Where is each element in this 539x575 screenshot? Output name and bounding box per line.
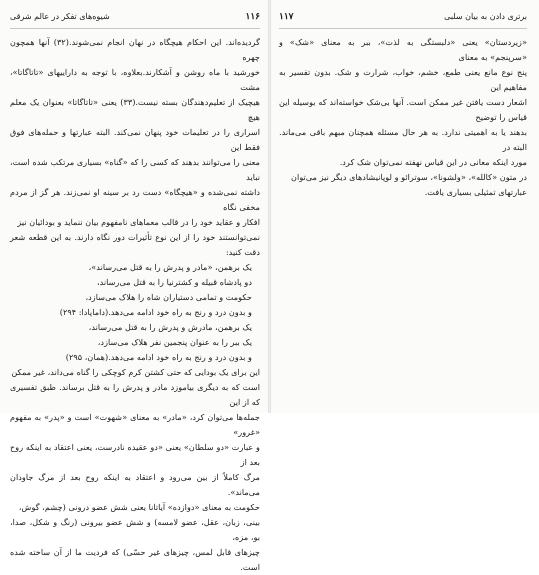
left-body-top [10, 35, 260, 260]
text-line: نمی‌توانستند خود را از این نوع تأثیرات دور نگاه دارند. به این قطعه شعر دقت کنید: [10, 232, 260, 257]
left-running-head [10, 12, 260, 29]
text-line: هیچیک از تعلیم‌دهندگان بسته نیست.(۳۳) یعنی «تاتاگاتا» بعنوان یک معلم هیچ [10, 97, 260, 122]
text-line: افکار و عقاید خود را در قالب معماهای نامفهوم بیان ننماید و بودائیان نیز [17, 217, 260, 227]
text-line: داشته نمی‌شده و «هیچگاه» دست رد بر سینه او نمی‌زند. هر گز از مردم مخفی نگاه [10, 187, 260, 212]
poem-block [10, 260, 260, 365]
right-running-head [279, 12, 527, 29]
left-page-number: ۱۱۶ [245, 12, 260, 22]
right-page-number: ۱۱۷ [279, 12, 294, 22]
verse-line: دو پادشاه قبیله و کشترنیا را به قتل می‌رساند، [96, 277, 252, 287]
right-body [279, 35, 527, 200]
text-line: جمله‌ها می‌توان کرد، «مادر» به معنای «شهوت» است و «پدر» به مفهوم «غرور» [10, 412, 260, 437]
left-page [0, 0, 268, 572]
text-line: حکومت به معنای «دوازده» آیاتانا یعنی شش عضو درونی (چشم، گوش، [18, 502, 260, 512]
text-line: چیزهای قابل لمس، چیزهای غیر حسّی) که فردیت ما از آن ساخته شده است. [10, 547, 260, 572]
verse-line: یک برهمن، مادرش و پدرش را به قتل می‌رساند، [88, 322, 252, 332]
left-running-title: شیوه‌های تفکر در عالم شرقی [10, 12, 110, 21]
text-line: عبارتهای تمثیلی بسیاری یافت. [424, 187, 527, 197]
text-line: این برای یک بودایی که حتی کشتن کرم کوچکی را گناه می‌داند، غیر ممکن [11, 367, 260, 377]
text-line: و عبارت «دو سلطان» یعنی «دو عقیده نادرست، یعنی اعتقاد به اینکه روح بعد از [10, 442, 260, 467]
text-line: خورشید با ماه روشن و آشکارند.بعلاوه، با توجه به داراییهای «تاتاگاتا»، مشت [10, 67, 260, 92]
text-line: بینی، زبان، عقل، عضو لامسه) و شش عضو بیرونی (رنگ و شکل، صدا، بو، مزه، [10, 517, 260, 542]
text-line: گردیده‌اند. این احکام هیچگاه در نهان انجام نمی‌شوند.(۳۲) آنها همچون چهره [10, 37, 260, 62]
text-line: پنج نوع مانع یعنی طمع، خشم، خواب، شرارت و شک. بدون تفسیر به مفاهیم این [279, 67, 527, 92]
text-line: اسراری را در تعلیمات خود پنهان نمی‌کند. البته عبارتها و حمله‌های فوق فقط این [10, 127, 260, 152]
text-line: «زیردستان» یعنی «دلبستگی به لذت»، ببر به معنای «شک» و «سرپنجم» به معنای [279, 37, 527, 62]
text-line: است که به دیگری بیاموزد مادر و پدرش را به قتل برساند. طبق تفسیری که از این [10, 382, 260, 407]
verse-line: حکومت و تمامی دستیاران شاه را هلاک می‌سازد، [85, 292, 252, 302]
verse-line: و بدون درد و رنج به راه خود ادامه می‌دهد.(داماپادا: ۲۹۴) [59, 307, 252, 317]
text-line: بدهند یا به اهمیتی ندارد. به هر حال مسئله همچنان مبهم باقی می‌ماند. البته در [279, 127, 527, 152]
verse-line: یک برهمن، «مادر و پدرش را به قتل می‌رساند»، [88, 262, 252, 272]
text-line: معنی را می‌توانند بدهند که کسی را که «گناه» بسیاری مرتکب شده است، نباید [10, 157, 260, 182]
verse-line: یک ببر را به عنوان پنجمین نفر هلاک می‌سازد، [97, 337, 252, 347]
text-line: مرگ کاملاً از بین می‌رود و اعتقاد به اینکه روح بعد از مرگ جاودان می‌ماند». [10, 472, 260, 497]
verse-line: و بدون درد و رنج به راه خود ادامه می‌دهد.(همان، ۲۹۵) [65, 352, 252, 362]
right-page [271, 0, 539, 413]
text-line: اشعار دست یافتن غیر ممکن است. آنها بی‌شک خواسته‌اند که بوسیله این قیاس را توضیح [279, 97, 527, 122]
left-body-bottom [10, 365, 260, 575]
text-line: در متون «کالله»، «ولشونا»، سوترائو و لوپانیشادهای دیگر نیز می‌توان [291, 172, 527, 182]
right-running-title: برتری دادن به بیان سلبی [444, 12, 527, 21]
text-line: مورد اینکه معانی در این قیاس نهفته نمی‌توان شک کرد. [339, 157, 527, 167]
